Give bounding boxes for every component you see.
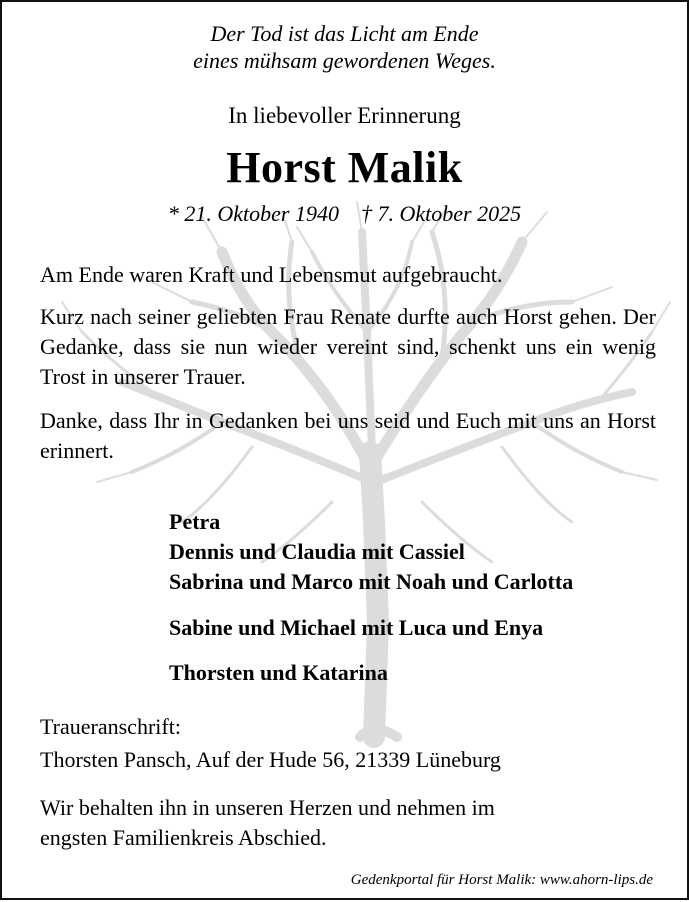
- quote-line-1: Der Tod ist das Licht am Ende: [210, 21, 479, 46]
- body-paragraph-1: Am Ende waren Kraft und Lebensmut aufgebraucht.: [40, 262, 503, 287]
- closing-line-1: Wir behalten ihn in unseren Herzen und nehmen im: [40, 795, 495, 820]
- closing-line-2: engsten Familienkreis Abschied.: [40, 825, 327, 850]
- life-dates: [2, 201, 687, 227]
- address-label: Traueranschrift:: [40, 714, 181, 739]
- birth-date: * 21. Oktober 1940: [167, 201, 339, 226]
- body-paragraph-2: Kurz nach seiner geliebten Frau Renate durfte auch Horst gehen. Der Gedanke, dass sie nun wieder vereint sind, schenkt uns ein wenig Trost in unserer Trauer.: [40, 304, 656, 389]
- address-value: Thorsten Pansch, Auf der Hude 56, 21339 Lüneburg: [40, 747, 501, 772]
- family-member-4: Thorsten und Katarina: [169, 660, 388, 685]
- memorial-portal-link[interactable]: Gedenkportal für Horst Malik: www.ahorn-lips.de: [350, 872, 653, 888]
- body-paragraph-3: Danke, dass Ihr in Gedanken bei uns seid und Euch mit uns an Horst erinnert.: [40, 408, 656, 463]
- death-date: † 7. Oktober 2025: [361, 201, 522, 226]
- deceased-name: Horst Malik: [226, 143, 463, 192]
- family-member-0: Petra: [169, 509, 221, 534]
- intro-text: In liebevoller Erinnerung: [228, 103, 461, 128]
- family-member-1: Dennis und Claudia mit Cassiel: [169, 539, 465, 564]
- family-member-3: Sabine und Michael mit Luca und Enya: [169, 615, 544, 640]
- quote-line-2: eines mühsam gewordenen Weges.: [193, 48, 496, 73]
- family-member-2: Sabrina und Marco mit Noah und Carlotta: [169, 569, 574, 594]
